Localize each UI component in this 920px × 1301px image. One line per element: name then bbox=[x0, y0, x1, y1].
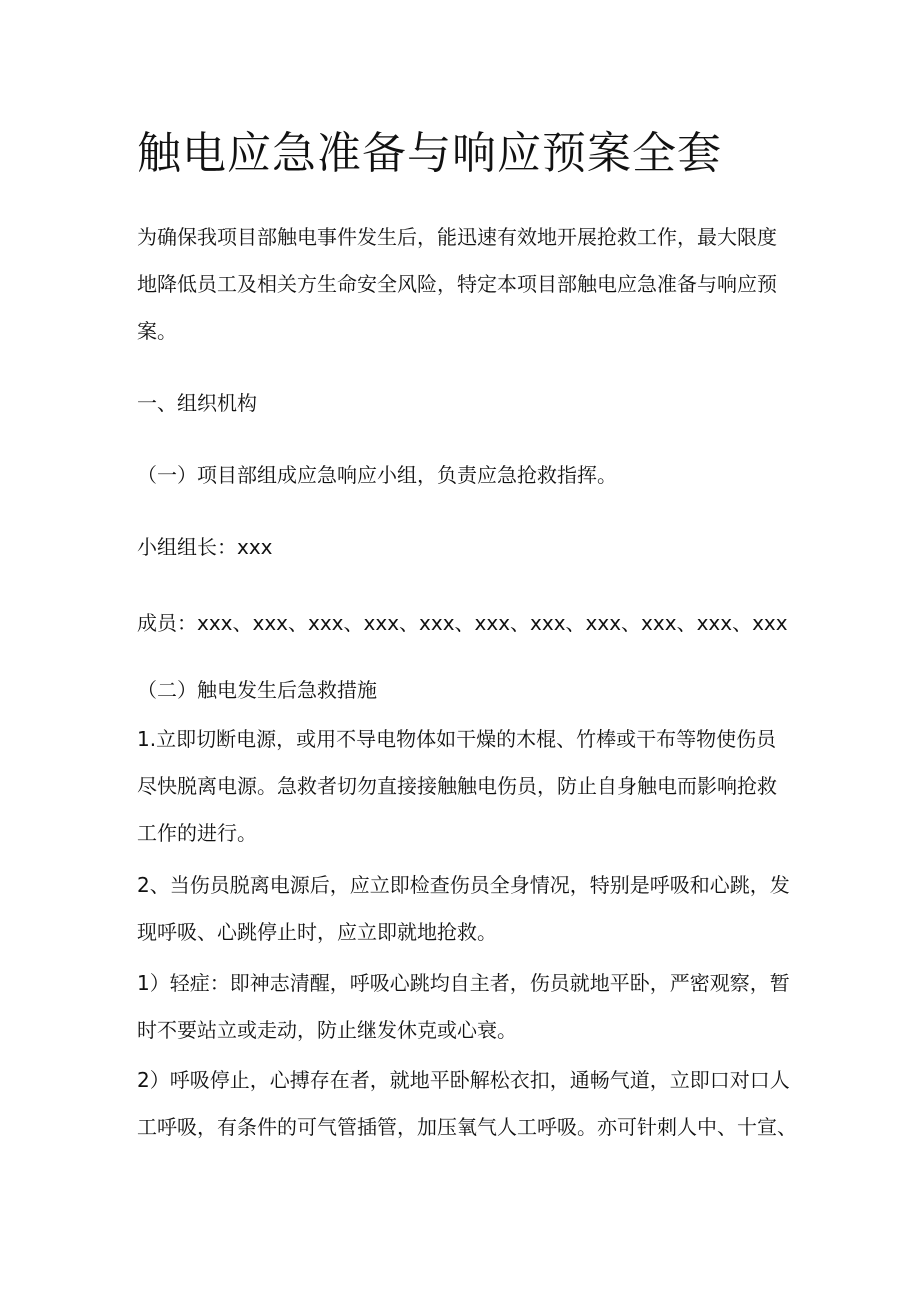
intro-line: 为确保我项目部触电事件发生后，能迅速有效地开展抢救工作，最大限度 bbox=[137, 225, 777, 249]
document-title: 触电应急准备与响应预案全套 bbox=[137, 128, 722, 179]
case-line: 时不要站立或走动，防止继发休克或心衰。 bbox=[137, 1018, 517, 1042]
team-leader-text: 小组组长：xxx bbox=[137, 535, 273, 559]
team-members bbox=[137, 600, 787, 647]
case-1-paragraph bbox=[137, 960, 790, 1054]
case-line: 2）呼吸停止，心搏存在者，就地平卧解松衣扣，通畅气道，立即口对口人 bbox=[137, 1068, 790, 1092]
step-line: 2、当伤员脱离电源后，应立即检查伤员全身情况，特别是呼吸和心跳，发 bbox=[137, 873, 790, 897]
intro-line: 地降低员工及相关方生命安全风险，特定本项目部触电应急准备与响应预 bbox=[137, 272, 777, 296]
section-heading-organization bbox=[137, 380, 787, 427]
subsection-text: （二）触电发生后急救措施 bbox=[137, 678, 377, 702]
step-1-paragraph bbox=[137, 716, 787, 857]
step-line: 尽快脱离电源。急救者切勿直接接触触电伤员，防止自身触电而影响抢救 bbox=[137, 774, 777, 798]
team-members-text: 成员：xxx、xxx、xxx、xxx、xxx、xxx、xxx、xxx、xxx、xxx、xxx bbox=[137, 611, 788, 635]
section-heading-text: 一、组织机构 bbox=[137, 391, 257, 415]
subsection-first-aid bbox=[137, 667, 787, 714]
step-line: 工作的进行。 bbox=[137, 821, 257, 845]
step-line: 现呼吸、心跳停止时，应立即就地抢救。 bbox=[137, 920, 497, 944]
case-line: 工呼吸，有条件的可气管插管，加压氧气人工呼吸。亦可针刺人中、十宣、 bbox=[137, 1115, 797, 1139]
subsection-response-team bbox=[137, 452, 787, 499]
team-leader bbox=[137, 524, 787, 571]
intro-line: 案。 bbox=[137, 319, 177, 343]
step-2-paragraph bbox=[137, 862, 790, 956]
case-line: 1）轻症：即神志清醒，呼吸心跳均自主者，伤员就地平卧，严密观察，暂 bbox=[137, 971, 790, 995]
intro-paragraph bbox=[137, 214, 787, 355]
case-2-paragraph bbox=[137, 1057, 797, 1151]
step-line: 1.立即切断电源，或用不导电物体如干燥的木棍、竹棒或干布等物使伤员 bbox=[137, 727, 777, 751]
subsection-text: （一）项目部组成应急响应小组，负责应急抢救指挥。 bbox=[137, 463, 617, 487]
